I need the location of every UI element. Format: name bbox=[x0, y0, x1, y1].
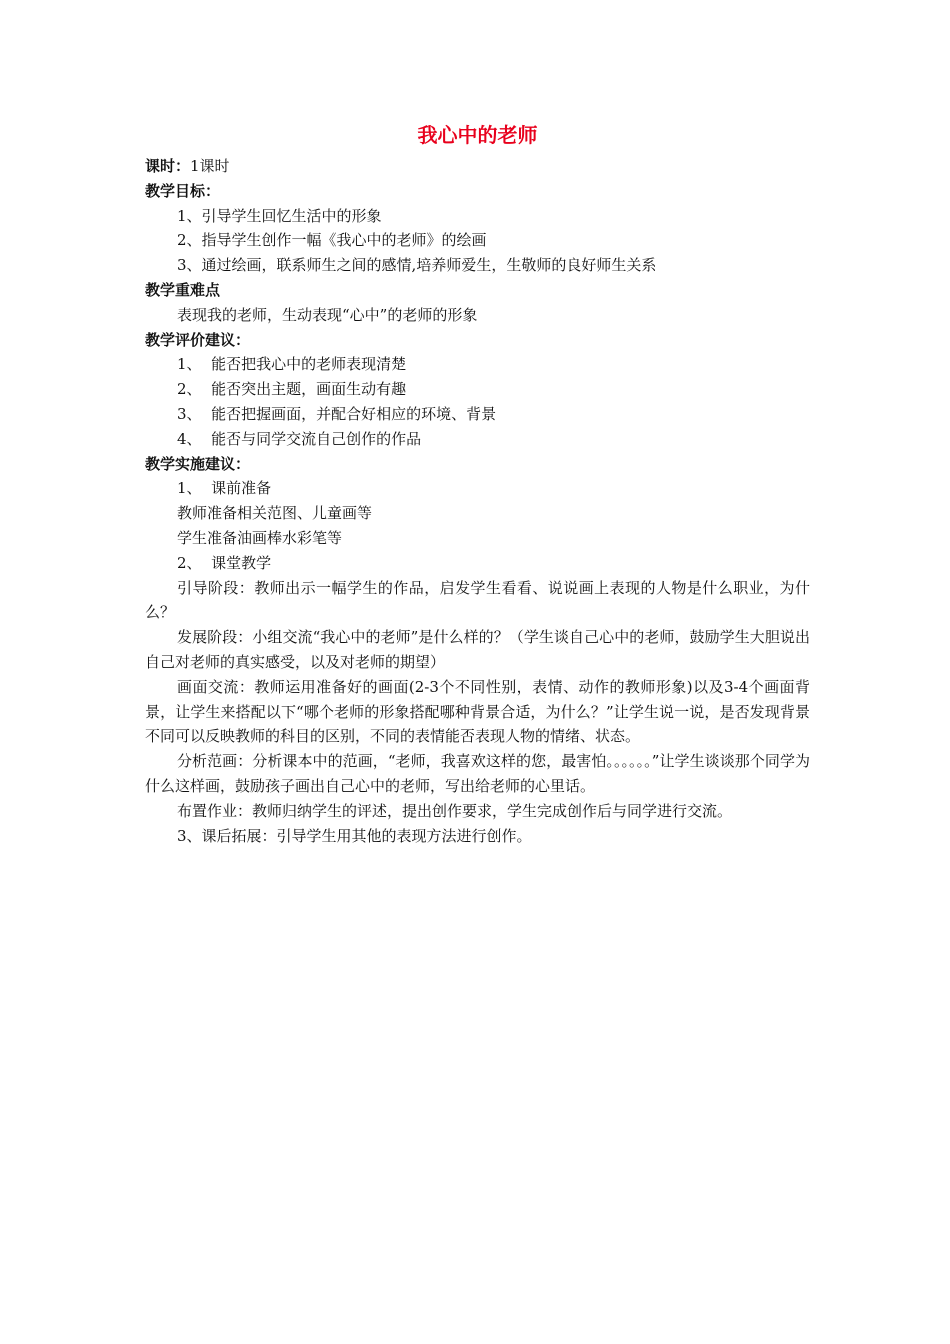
lesson-hours-label: 课时： bbox=[145, 157, 191, 175]
evaluation-heading: 教学评价建议： bbox=[145, 330, 251, 349]
goals-heading: 教学目标： bbox=[145, 181, 221, 200]
exchange-paragraph: 画面交流：教师运用准备好的画面(2-3个不同性别，表情、动作的教师形象)以及3-4个画面背景，让学生来搭配以下“哪个老师的形象搭配哪种背景合适，为什么？”让学生说一说，是否发现背景不同可以反映教师的科目的区别，不同的表情能否表现人物的情绪、状态。 bbox=[145, 677, 810, 746]
lesson-hours bbox=[145, 154, 810, 179]
prep-title: 1、 课前准备 bbox=[177, 479, 272, 498]
analysis-paragraph: 分析范画：分析课本中的范画，“老师，我喜欢这样的您，最害怕。。。。。。”让学生谈谈那个同学为什么这样画，鼓励孩子画出自己心中的老师，写出给老师的心里话。 bbox=[145, 752, 810, 795]
evaluation-item: 4、 能否与同学交流自己创作的作品 bbox=[177, 429, 422, 448]
page-title: 我心中的老师 bbox=[417, 123, 538, 147]
develop-paragraph: 发展阶段：小组交流“我心中的老师”是什么样的？（学生谈自己心中的老师，鼓励学生大胆说出自己对老师的真实感受，以及对老师的期望） bbox=[145, 628, 810, 671]
guide-paragraph: 引导阶段：教师出示一幅学生的作品，启发学生看看、说说画上表现的人物是什么职业，为什么？ bbox=[145, 578, 810, 622]
evaluation-item: 1、 能否把我心中的老师表现清楚 bbox=[177, 355, 407, 374]
class-title: 2、 课堂教学 bbox=[177, 553, 272, 572]
prep-student: 学生准备油画棒水彩笔等 bbox=[177, 528, 343, 547]
key-points-text: 表现我的老师，生动表现“心中”的老师的形象 bbox=[177, 305, 478, 324]
evaluation-item: 2、 能否突出主题，画面生动有趣 bbox=[177, 380, 407, 399]
lesson-hours-value: 1课时 bbox=[190, 157, 230, 175]
goal-item: 2、指导学生创作一幅《我心中的老师》的绘画 bbox=[177, 231, 487, 250]
evaluation-item: 3、 能否把握画面，并配合好相应的环境、背景 bbox=[177, 404, 497, 423]
homework-paragraph: 布置作业：教师归纳学生的评述，提出创作要求，学生完成创作后与同学进行交流。 bbox=[177, 801, 733, 820]
prep-teacher: 教师准备相关范图、儿童画等 bbox=[177, 504, 373, 523]
goal-item: 1、引导学生回忆生活中的形象 bbox=[177, 206, 382, 225]
document-body bbox=[145, 120, 810, 848]
key-points-heading: 教学重难点 bbox=[145, 280, 221, 299]
implementation-heading: 教学实施建议： bbox=[145, 454, 251, 473]
after-class-extension: 3、课后拓展：引导学生用其他的表现方法进行创作。 bbox=[177, 826, 532, 845]
goal-item: 3、通过绘画，联系师生之间的感情,培养师爱生，生敬师的良好师生关系 bbox=[177, 256, 657, 275]
